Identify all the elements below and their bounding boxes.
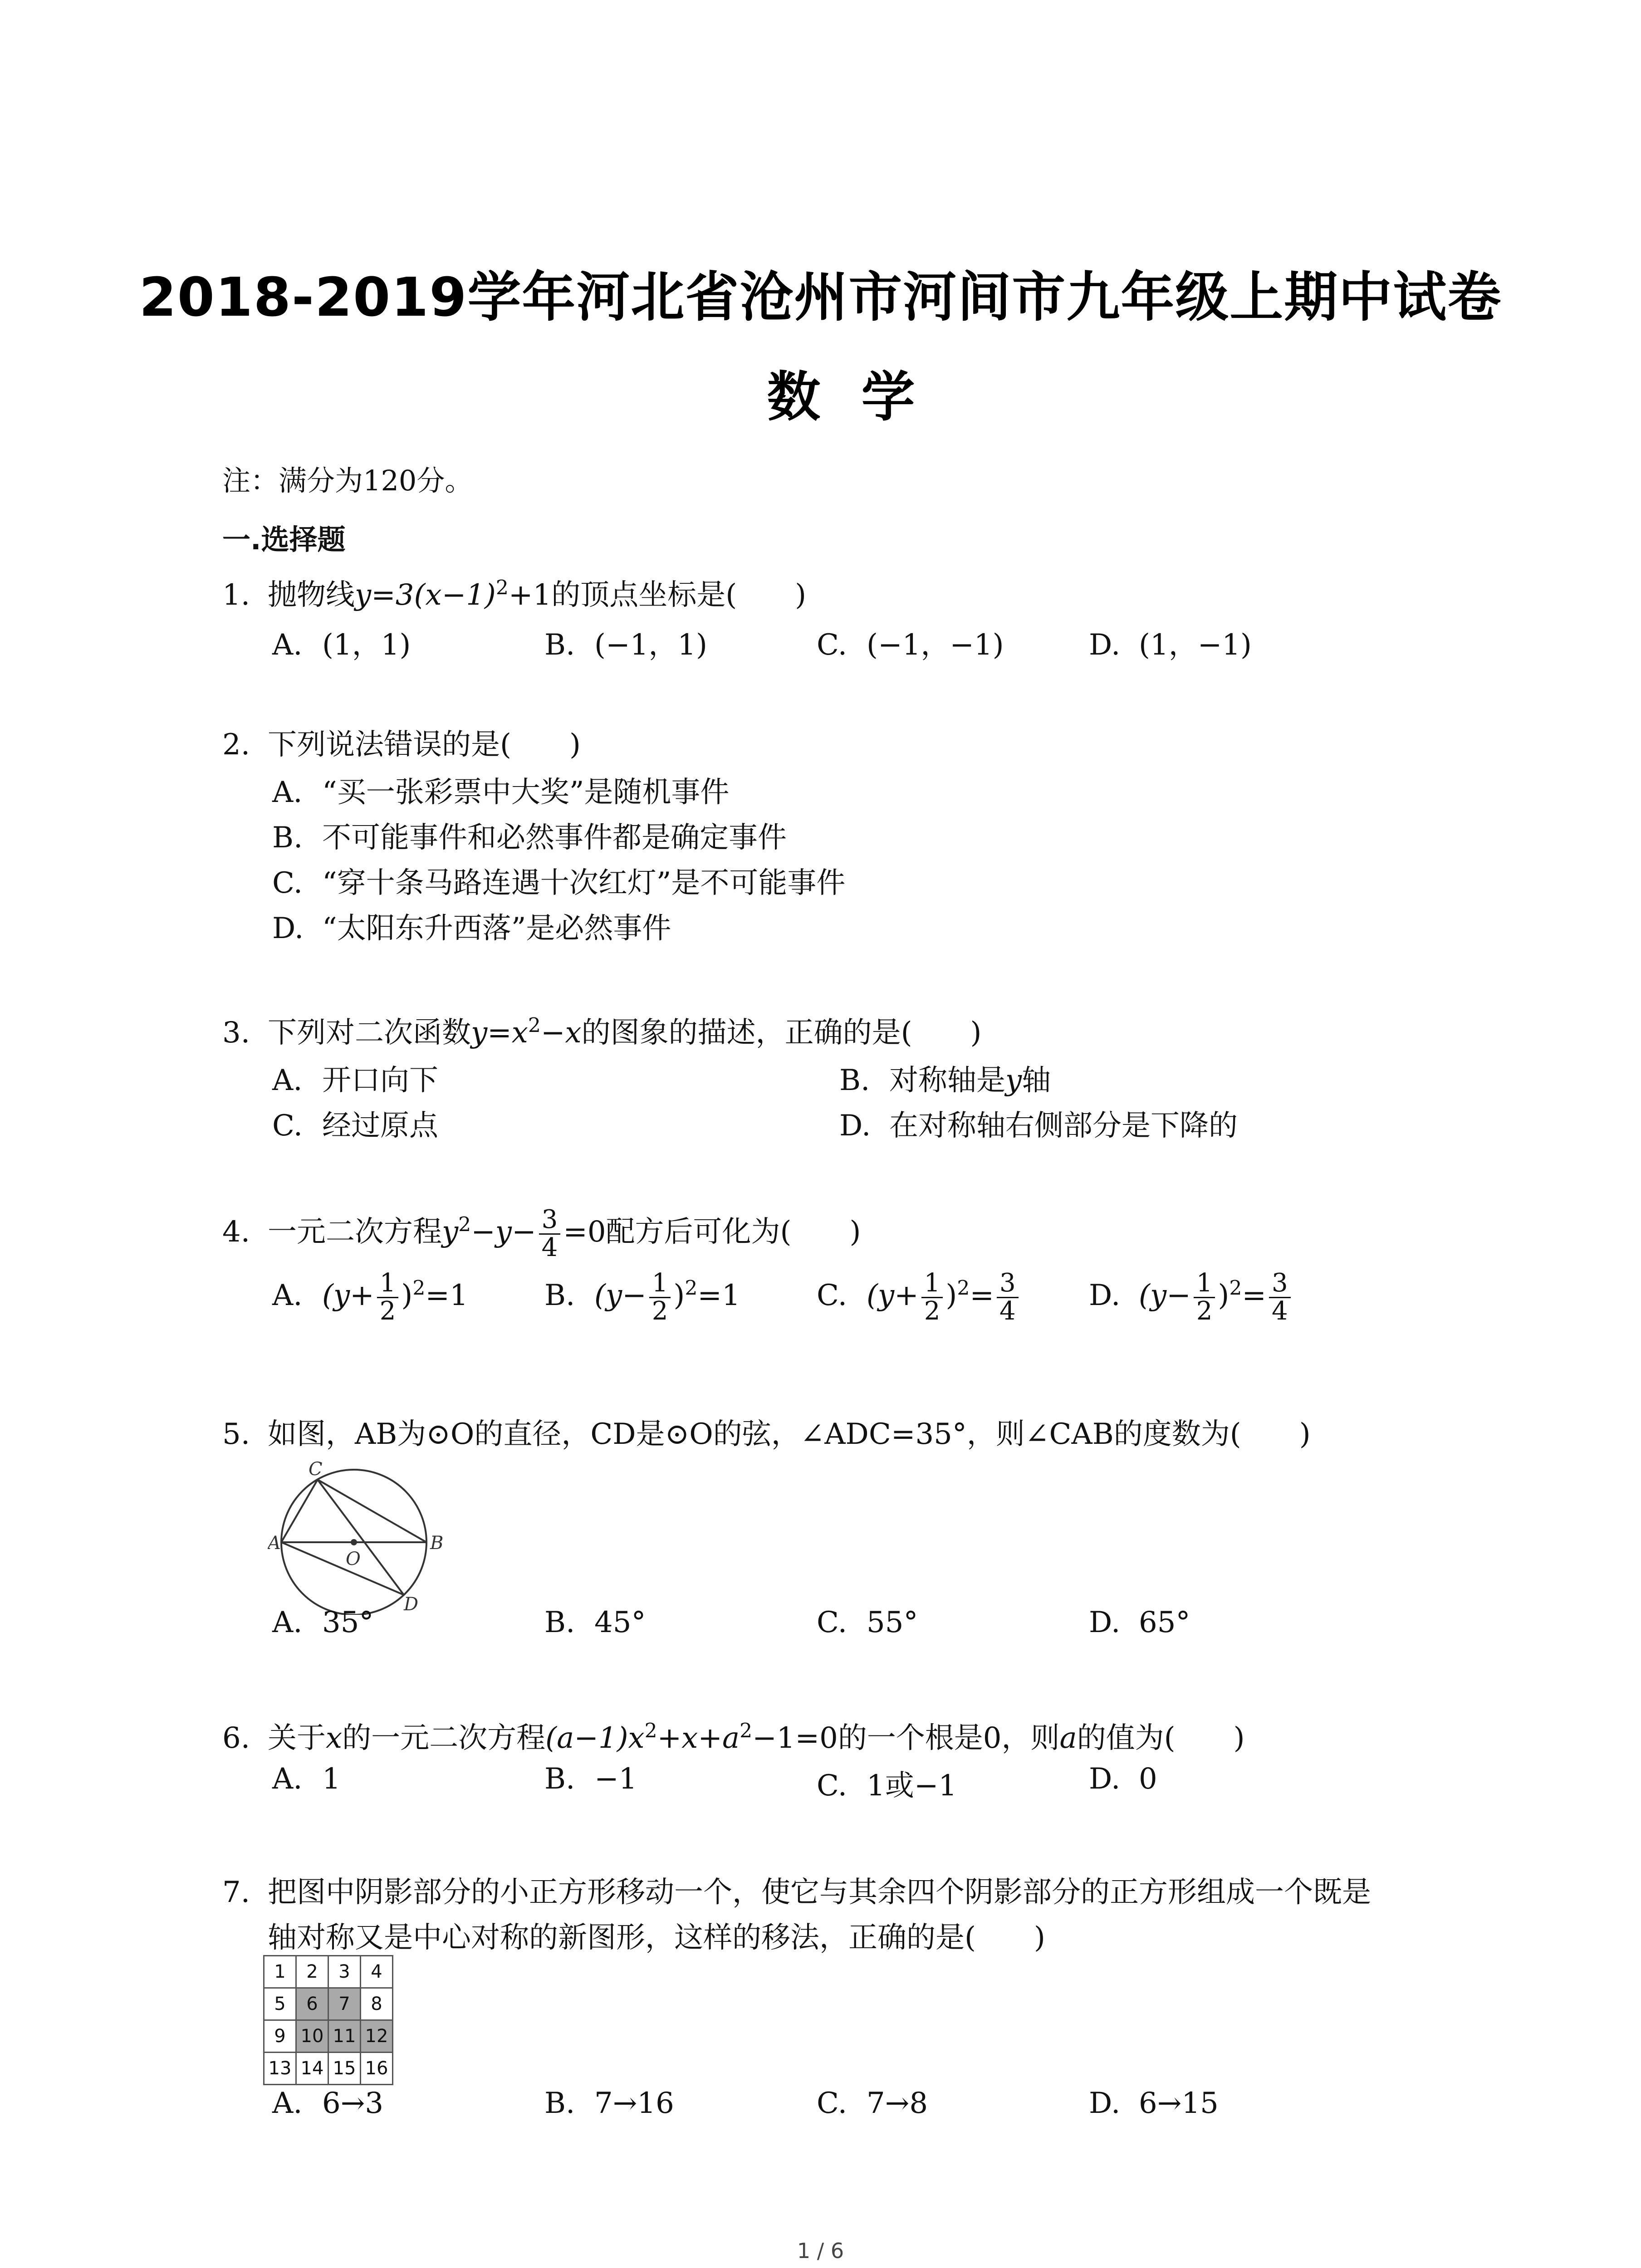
section-heading: 一.选择题 xyxy=(222,523,346,556)
grid-cell: 4 xyxy=(361,1956,393,1988)
q1-option-c[interactable]: C. (−1，−1) xyxy=(817,628,1004,662)
label-b: B xyxy=(430,1533,444,1554)
q4-option-d[interactable]: D. (y− $\frac{1}{2}$ )$^2$= $\frac{3}{4}$ xyxy=(1089,1270,1293,1325)
label-c: C xyxy=(309,1461,323,1480)
q4-option-c[interactable]: C. (y+ $\frac{1}{2}$ )$^2$= $\frac{3}{4}$ xyxy=(817,1270,1021,1325)
label-d: D xyxy=(404,1594,419,1615)
q3-option-c[interactable]: C. 经过原点 xyxy=(272,1109,438,1143)
grid-row xyxy=(264,1956,393,1988)
question-7-stem-line1: 7. 把图中阴影部分的小正方形移动一个，使它与其余四个阴影部分的正方形组成一个既是 xyxy=(222,1876,1371,1909)
subject-title: 数学 xyxy=(767,366,956,428)
chord-ca xyxy=(281,1480,318,1542)
question-6-stem: 6. 关于x的一元二次方程$(a-1)x^2+x+a^2-1=0$的一个根是0，则a的值为( ) xyxy=(222,1719,1245,1755)
chord-ad xyxy=(281,1542,404,1595)
q7-option-a[interactable]: A. 6→3 xyxy=(272,2087,384,2120)
q3-option-a[interactable]: A. 开口向下 xyxy=(272,1064,438,1097)
question-4-stem: 4. 一元二次方程$y^2-y-$ $\frac{3}{4}$ =0配方后可化为( ) xyxy=(222,1205,861,1262)
exam-title: 2018-2019学年河北省沧州市河间市九年级上期中试卷 xyxy=(139,266,1502,328)
square-grid-figure xyxy=(263,1955,393,2085)
question-3-stem: 3. 下列对二次函数$y=x^2-x$的图象的描述，正确的是( ) xyxy=(222,1014,982,1050)
grid-cell: 16 xyxy=(361,2053,393,2085)
q5-option-d[interactable]: D. 65° xyxy=(1089,1606,1190,1639)
q6-option-a[interactable]: A. 1 xyxy=(272,1762,341,1796)
grid-cell: 11 xyxy=(328,2020,361,2053)
grid-cell: 13 xyxy=(264,2053,296,2085)
fraction: $\frac{3}{4}$ xyxy=(539,1207,561,1261)
q5-option-a[interactable]: A. 35° xyxy=(272,1606,374,1639)
question-1-stem: 1. 抛物线$y=3(x-1)^2+1$的顶点坐标是( ) xyxy=(222,576,807,612)
question-5-stem: 5. 如图，AB为⊙O的直径，CD是⊙O的弦，∠ADC=35°，则∠CAB的度数为( ) xyxy=(222,1418,1311,1451)
q3-option-b[interactable]: B. 对称轴是y轴 xyxy=(839,1064,1051,1097)
q6-option-c[interactable]: C. 1或−1 xyxy=(817,1769,957,1803)
grid-cell: 8 xyxy=(361,1988,393,2020)
grid-cell: 5 xyxy=(264,1988,296,2020)
q6-option-d[interactable]: D. 0 xyxy=(1089,1762,1157,1796)
grid-row xyxy=(264,1988,393,2020)
grid-row xyxy=(264,2053,393,2085)
q7-option-c[interactable]: C. 7→8 xyxy=(817,2087,928,2120)
grid-cell: 10 xyxy=(296,2020,328,2053)
q3-option-d[interactable]: D. 在对称轴右侧部分是下降的 xyxy=(839,1109,1238,1143)
chord-cd xyxy=(318,1480,404,1595)
q4-option-b[interactable]: B. (y− $\frac{1}{2}$ )$^2$=1 xyxy=(544,1268,740,1326)
grid-cell: 7 xyxy=(328,1988,361,2020)
circle-figure xyxy=(268,1461,449,1615)
q5-option-b[interactable]: B. 45° xyxy=(544,1606,646,1639)
q1-option-d[interactable]: D. (1，−1) xyxy=(1089,628,1252,662)
score-note: 注：满分为120分。 xyxy=(222,464,473,497)
q7-option-b[interactable]: B. 7→16 xyxy=(544,2087,674,2120)
center-point xyxy=(351,1539,357,1545)
q6-option-b[interactable]: B. −1 xyxy=(544,1762,637,1796)
grid-cell: 15 xyxy=(328,2053,361,2085)
grid-cell: 2 xyxy=(296,1956,328,1988)
page-number: 1 / 6 xyxy=(797,2239,844,2263)
grid-cell: 3 xyxy=(328,1956,361,1988)
q2-option-a[interactable]: A. “买一张彩票中大奖”是随机事件 xyxy=(272,776,730,809)
grid-cell: 9 xyxy=(264,2020,296,2053)
grid-row xyxy=(264,2020,393,2053)
grid-cell: 14 xyxy=(296,2053,328,2085)
grid-cell: 6 xyxy=(296,1988,328,2020)
q5-option-c[interactable]: C. 55° xyxy=(817,1606,918,1639)
q1-option-a[interactable]: A. (1，1) xyxy=(272,628,411,662)
grid-cell: 12 xyxy=(361,2020,393,2053)
q4-option-a[interactable]: A. (y+ $\frac{1}{2}$ )$^2$=1 xyxy=(272,1268,468,1326)
question-7-stem-line2: 轴对称又是中心对称的新图形，这样的移法，正确的是( ) xyxy=(268,1921,1045,1955)
q2-option-b[interactable]: B. 不可能事件和必然事件都是确定事件 xyxy=(272,821,787,855)
label-o: O xyxy=(346,1549,361,1569)
q2-option-c[interactable]: C. “穿十条马路连遇十次红灯”是不可能事件 xyxy=(272,866,846,900)
q7-option-d[interactable]: D. 6→15 xyxy=(1089,2087,1219,2120)
question-2-stem: 2. 下列说法错误的是( ) xyxy=(222,728,581,762)
grid-cell: 1 xyxy=(264,1956,296,1988)
label-a: A xyxy=(268,1533,281,1554)
q1-option-b[interactable]: B. (−1，1) xyxy=(544,628,707,662)
chord-cb xyxy=(318,1480,426,1542)
q2-option-d[interactable]: D. “太阳东升西落”是必然事件 xyxy=(272,912,671,945)
